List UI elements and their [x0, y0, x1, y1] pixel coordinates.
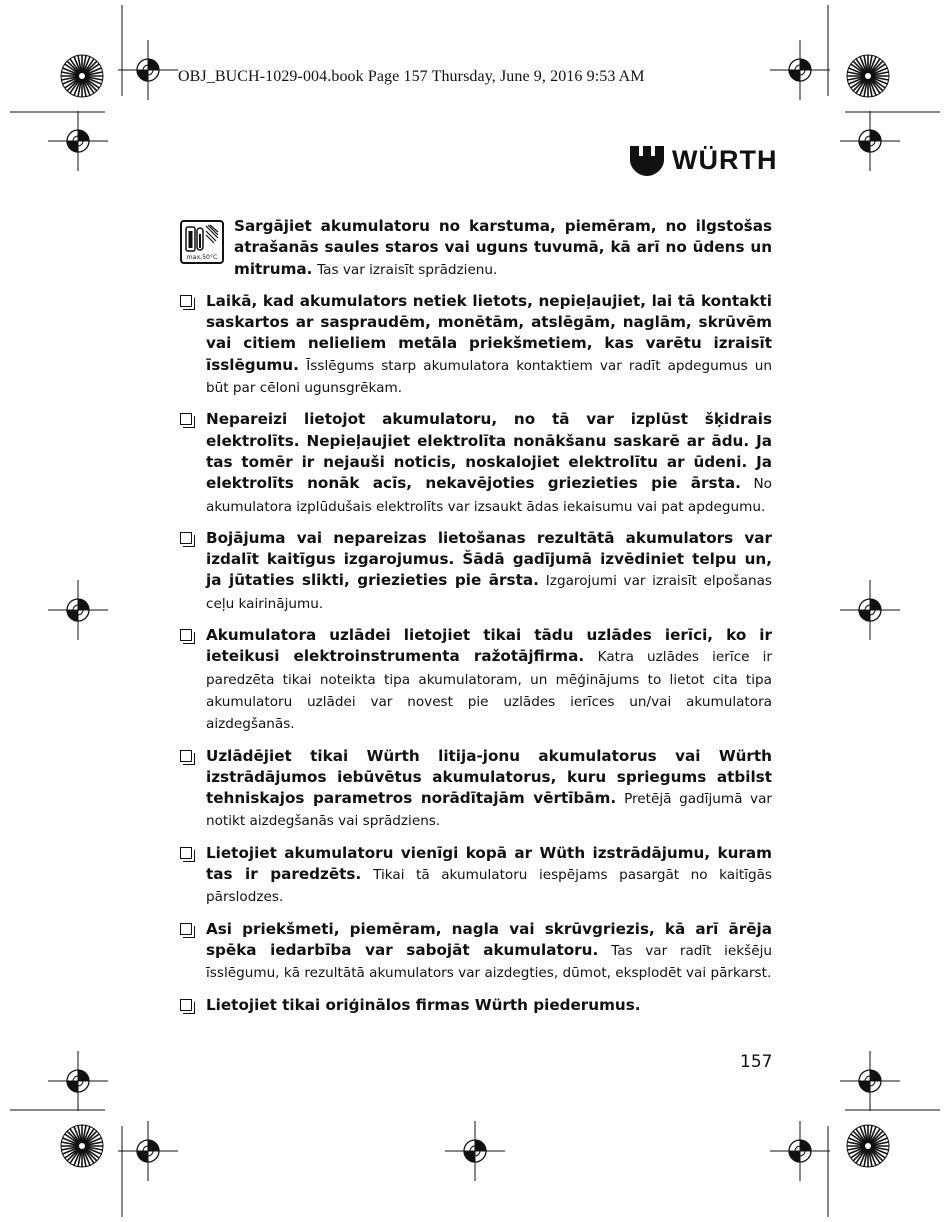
checkbox-bullet-icon	[180, 629, 192, 641]
paragraph-bold-text: Lietojiet akumulatoru vienīgi kopā ar Wüth izstrādājumu, kuram tas ir paredzēts.	[206, 843, 772, 884]
page-number: 157	[740, 1052, 773, 1072]
paragraph-bold-text: Laikā, kad akumulators netiek lietots, nepieļaujiet, lai tā kontakti saskartos ar saspraudēm, monētām, atslēgām, naglām, skrūvēm vai citiem nelieliem metāla priekšmetiem, kas varētu izraisīt īsslēgumu.	[206, 291, 772, 374]
safety-instructions	[180, 216, 772, 1027]
checkbox-bullet-icon	[180, 750, 192, 762]
bullet-item	[180, 291, 772, 399]
checkbox-bullet-icon	[180, 847, 192, 859]
paragraph-normal-text: Īsslēgums starp akumulatora kontaktiem var radīt apdegumus un būt par cēloni ugunsgrēkam.	[206, 357, 773, 397]
bullet-item	[180, 843, 772, 909]
wurth-logo-text: WÜRTH	[672, 145, 778, 175]
paragraph-normal-text: Tikai tā akumulatoru iespējams pasargāt no kaitīgās pārslodzes.	[206, 867, 773, 906]
wurth-logo	[630, 145, 777, 176]
bullet-item	[180, 625, 772, 735]
bullet-item	[180, 528, 772, 615]
temperature-warning-label: max.50°C	[186, 254, 218, 261]
book-slug-line: OBJ_BUCH-1029-004.book Page 157 Thursday, June 9, 2016 9:53 AM	[178, 68, 645, 85]
checkbox-bullet-icon	[180, 532, 192, 544]
bullet-item	[180, 409, 772, 517]
checkbox-bullet-icon	[180, 295, 192, 307]
paragraph-bold-text: Akumulatora uzlādei lietojiet tikai tādu uzlādes ierīci, ko ir ieteikusi elektroinstrumenta ražotājfirma.	[206, 626, 772, 666]
paragraph-bold-text: Asi priekšmeti, piemēram, nagla vai skrūvgriezis, kā arī ārēja spēka iedarbība var sabojāt akumulatoru.	[206, 919, 772, 959]
bullet-item	[180, 919, 772, 985]
checkbox-bullet-icon	[180, 923, 192, 935]
paragraph-normal-text: Tas var izraisīt sprādzienu.	[317, 261, 498, 278]
paragraph-bold-text: Uzlādējiet tikai Würth litija-jonu akumulatorus vai Würth izstrādājumos iebūvētus akumulatorus, kuru spriegums atbilst tehniskajos parametros norādītajām vērtībām.	[206, 746, 772, 808]
paragraph-bold-text: Sargājiet akumulatoru no karstuma, piemēram, no ilgstošas atrašanās saules staros vai uguns tuvumā, kā arī no ūdens un mitruma.	[234, 217, 772, 278]
checkbox-bullet-icon	[180, 413, 192, 425]
paragraph-normal-text: Izgarojumi var izraisīt elpošanas ceļu kairinājumu.	[206, 573, 773, 612]
checkbox-bullet-icon	[180, 999, 192, 1011]
paragraph-normal-text: Katra uzlādes ierīce ir paredzēta tikai noteikta tipa akumulatoram, un mēģinājums to lietot cita tipa akumulatoru uzlādei var novest pie uzlādes ierīces un/vai akumulatora aizdegšanās.	[206, 649, 773, 733]
wurth-logo-mark-icon	[630, 146, 664, 176]
temperature-warning-icon	[180, 220, 224, 264]
bullet-item	[180, 995, 772, 1017]
paragraph-bold-text: Nepareizi lietojot akumulatoru, no tā var izplūst šķidrais elektrolīts. Nepieļaujiet elektrolīta nonākšanu saskarē ar ādu. Ja tas tomēr ir nejauši noticis, noskalojiet elektrolītu ar ūdeni. Ja elektrolīts nonāk acīs, nekavējoties griezieties pie ārsta.	[206, 410, 772, 493]
paragraph-normal-text: No akumulatora izplūdušais elektrolīts var izsaukt ādas iekaisumu vai pat apdegumu.	[206, 476, 773, 515]
paragraph-normal-text: Pretējā gadījumā var notikt aizdegšanās vai sprādziens.	[206, 791, 772, 830]
heat-warning-paragraph	[180, 216, 772, 281]
bullet-item	[180, 746, 772, 833]
paragraph-bold-text: Bojājuma vai nepareizas lietošanas rezultātā akumulators var izdalīt kaitīgus izgarojumus. Šādā gadījumā izvēdiniet telpu un, ja jūtaties slikti, griezieties pie ārsta.	[206, 528, 772, 590]
paragraph-bold-text: Lietojiet tikai oriģinālos firmas Würth piederumus.	[206, 995, 641, 1014]
paragraph-normal-text: Tas var radīt iekšēju īsslēgumu, kā rezultātā akumulators var aizdegties, dūmot, eksplodēt vai pārkarst.	[206, 942, 772, 982]
